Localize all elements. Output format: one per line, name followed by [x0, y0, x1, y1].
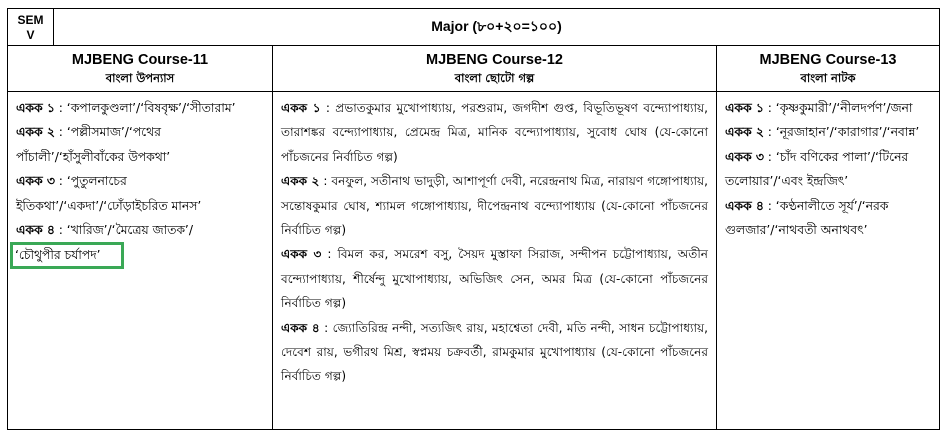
unit-text: ‘নূরজাহান’/‘কারাগার’/‘নবান্ন’ [775, 125, 920, 140]
unit-label: একক ৩ [725, 149, 764, 164]
course-title-12: MJBENG Course-12 [426, 52, 563, 68]
unit-item: একক ৩ : ‘চাঁদ বণিকের পালা’/‘টিনের তলোয়ার’/‘এবং ইন্দ্রজিৎ’ [725, 149, 909, 189]
unit-item: একক ৩ : বিমল কর, সমরেশ বসু, সৈয়দ মুস্তাফা সিরাজ, সন্দীপন চট্টোপাধ্যায়, অতীন বন্দ্যোপাধ্যায়, শীর্ষেন্দু মুখোপাধ্যায়, অভিজিৎ সেন, অমর মিত্র (যে-কোনো পাঁচজনের নির্বাচিত গল্প) [281, 247, 709, 311]
course-title-13: MJBENG Course-13 [759, 52, 897, 68]
unit-item: একক ১ : ‘কৃষ্ণকুমারী’/‘নীলদর্পণ’/জনা [725, 101, 913, 115]
unit-text: ‘চাঁদ বণিকের পালা’/‘টিনের তলোয়ার’/‘এবং ইন্দ্রজিৎ’ [725, 149, 909, 189]
unit-item: একক ৪ : জ্যোতিরিন্দ্র নন্দী, সত্যজিৎ রায়, মহাশ্বেতা দেবী, মতি নন্দী, সাধন চট্টোপাধ্যায়, দেবেশ রায়, ভগীরথ মিশ্র, স্বপ্নময় চক্রবর্তী, রামকুমার মুখোপাধ্যায় (যে-কোনো পাঁচজনের নির্বাচিত গল্প) [281, 320, 708, 384]
unit-label: একক ৪ [281, 320, 320, 335]
unit-text: ‘পল্লীসমাজ’/‘পথের পাঁচালী’/‘হাঁসুলীবাঁকের উপকথা’ [16, 125, 171, 164]
unit-text: ‘কৃষ্ণকুমারী’/‘নীলদর্পণ’/জনা [775, 101, 913, 115]
semester-number: V [26, 28, 35, 42]
course-header-12 [273, 46, 717, 92]
course-11-units [8, 92, 273, 430]
unit-item: একক ২ : বনফুল, সতীনাথ ভাদুড়ী, আশাপূর্ণা দেবী, নরেন্দ্রনাথ মিত্র, নারায়ণ গঙ্গোপাধ্যায়, সন্তোষকুমার ঘোষ, শ্যামল গঙ্গোপাধ্যায়, দীপেন্দ্রনাথ বন্দ্যোপাধ্যায় (যে-কোনো পাঁচজনের নির্বাচিত গল্প) [281, 174, 709, 238]
unit-label: একক ১ [725, 101, 764, 115]
unit-label: একক ২ [281, 174, 320, 189]
unit-text: ‘খারিজ’/‘মৈত্রেয় জাতক’/ [66, 223, 193, 238]
unit-item: একক ১ : প্রভাতকুমার মুখোপাধ্যায়, পরশুরাম, জগদীশ গুপ্ত, বিভূতিভূষণ বন্দ্যোপাধ্যায়, তারাশঙ্কর বন্দ্যোপাধ্যায়, প্রেমেন্দ্র মিত্র, মানিক বন্দ্যোপাধ্যায়, সুবোধ ঘোষ (যে-কোনো পাঁচজনের নির্বাচিত গল্প) [281, 101, 708, 164]
semester-cell [8, 9, 54, 46]
unit-label: একক ৩ [281, 247, 322, 262]
course-subtitle-12: বাংলা ছোটো গল্প [454, 71, 535, 85]
unit-item: একক ৪ : ‘খারিজ’/‘মৈত্রেয় জাতক’/ [16, 223, 193, 238]
unit-text: জ্যোতিরিন্দ্র নন্দী, সত্যজিৎ রায়, মহাশ্বেতা দেবী, মতি নন্দী, সাধন চট্টোপাধ্যায়, দেবেশ রায়, ভগীরথ মিশ্র, স্বপ্নময় চক্রবর্তী, রামকুমার মুখোপাধ্যায় (যে-কোনো পাঁচজনের নির্বাচিত গল্প) [281, 320, 708, 384]
course-title-11: MJBENG Course-11 [71, 52, 209, 68]
semester-label: SEM [17, 13, 44, 27]
unit-item: একক ২ : ‘পল্লীসমাজ’/‘পথের পাঁচালী’/‘হাঁসুলীবাঁকের উপকথা’ [16, 125, 171, 164]
unit-item: একক ২ : ‘নূরজাহান’/‘কারাগার’/‘নবান্ন’ [725, 125, 920, 140]
unit-text: প্রভাতকুমার মুখোপাধ্যায়, পরশুরাম, জগদীশ গুপ্ত, বিভূতিভূষণ বন্দ্যোপাধ্যায়, তারাশঙ্কর বন্দ্যোপাধ্যায়, প্রেমেন্দ্র মিত্র, মানিক বন্দ্যোপাধ্যায়, সুবোধ ঘোষ (যে-কোনো পাঁচজনের নির্বাচিত গল্প) [281, 101, 708, 164]
unit-text: ‘কণ্ঠনালীতে সূর্য’/‘নরক গুলজার’/‘নাথবতী অনাথবৎ’ [725, 198, 889, 238]
course-header-13 [717, 46, 940, 92]
unit-text: ‘পুতুলনাচের ইতিকথা’/‘একদা’/‘ঢোঁড়াইচরিত মানস’ [16, 174, 202, 213]
course-subtitle-11: বাংলা উপন্যাস [105, 71, 175, 85]
unit-item: একক ৪ : ‘কণ্ঠনালীতে সূর্য’/‘নরক গুলজার’/‘নাথবতী অনাথবৎ’ [725, 198, 889, 238]
unit-label: একক ২ [16, 125, 55, 140]
unit-text: বনফুল, সতীনাথ ভাদুড়ী, আশাপূর্ণা দেবী, নরেন্দ্রনাথ মিত্র, নারায়ণ গঙ্গোপাধ্যায়, সন্তোষকুমার ঘোষ, শ্যামল গঙ্গোপাধ্যায়, দীপেন্দ্রনাথ বন্দ্যোপাধ্যায় (যে-কোনো পাঁচজনের নির্বাচিত গল্প) [281, 174, 709, 238]
unit-item: একক ১ : ‘কপালকুণ্ডলা’/‘বিষবৃক্ষ’/‘সীতারাম’ [16, 101, 236, 115]
major-title: Major (৮০+২০=১০০) [54, 9, 940, 46]
unit-label: একক ৪ [725, 198, 764, 213]
unit-label: একক ১ [281, 101, 321, 115]
unit-item: একক ৩ : ‘পুতুলনাচের ইতিকথা’/‘একদা’/‘ঢোঁড়াইচরিত মানস’ [16, 174, 202, 213]
course-13-units [717, 92, 940, 430]
syllabus-table [7, 8, 940, 430]
course-subtitle-13: বাংলা নাটক [800, 71, 856, 85]
unit-text: ‘কপালকুণ্ডলা’/‘বিষবৃক্ষ’/‘সীতারাম’ [66, 101, 236, 115]
unit-label: একক ৪ [16, 223, 55, 238]
unit-text: বিমল কর, সমরেশ বসু, সৈয়দ মুস্তাফা সিরাজ, সন্দীপন চট্টোপাধ্যায়, অতীন বন্দ্যোপাধ্যায়, শীর্ষেন্দু মুখোপাধ্যায়, অভিজিৎ সেন, অমর মিত্র (যে-কোনো পাঁচজনের নির্বাচিত গল্প) [281, 247, 709, 311]
unit-label: একক ১ [16, 101, 55, 115]
course-12-units [273, 92, 717, 430]
course-header-11 [8, 46, 273, 92]
unit-label: একক ৩ [16, 174, 55, 189]
highlighted-title: ‘চৌথুপীর চর্যাপদ’ [10, 242, 124, 269]
unit-label: একক ২ [725, 125, 764, 140]
